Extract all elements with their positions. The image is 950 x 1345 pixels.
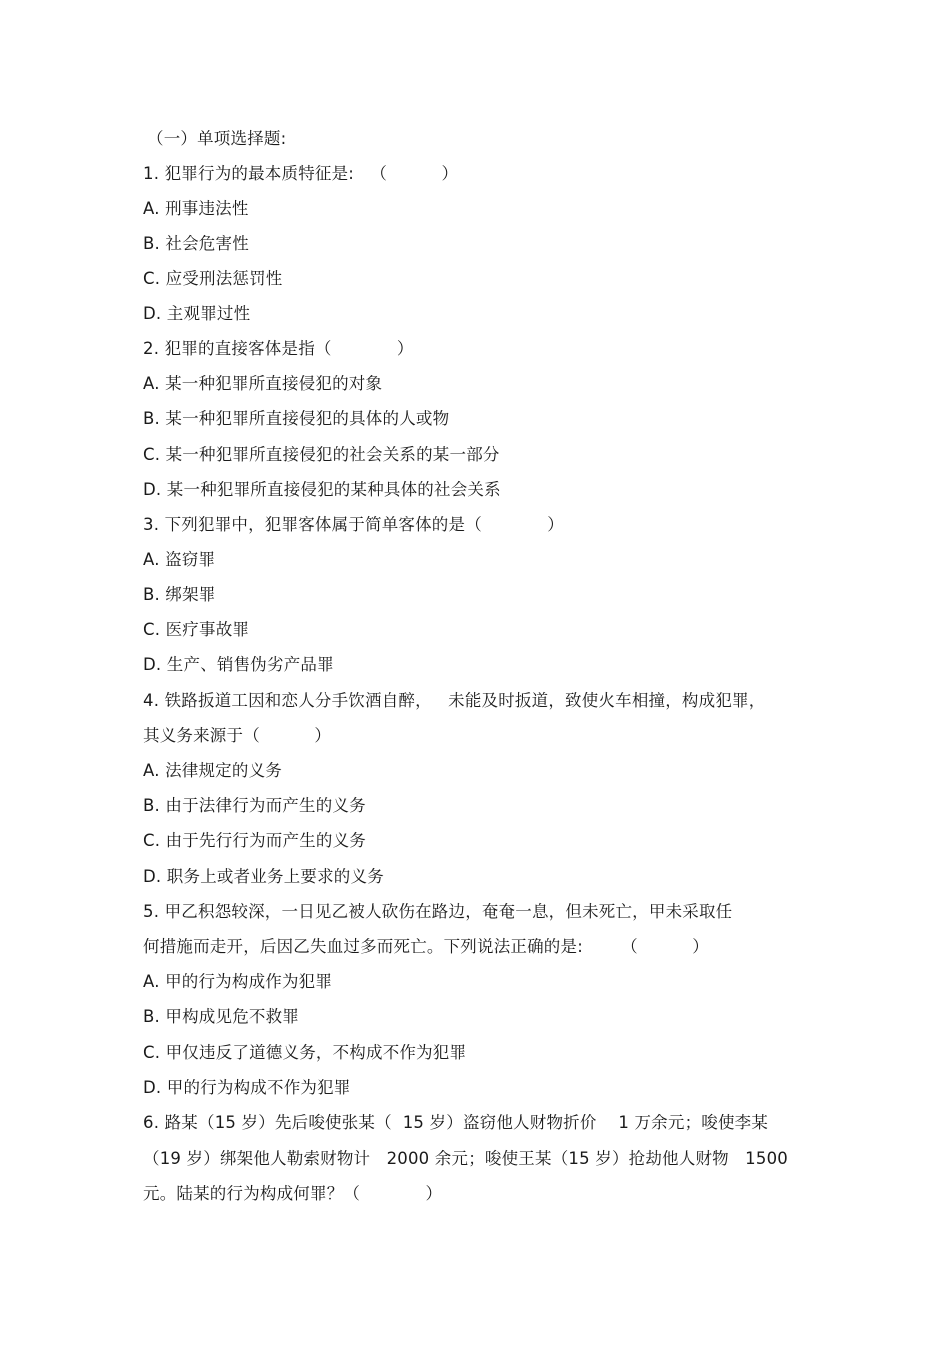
question-5-option-c: C. 甲仅违反了道德义务，不构成不作为犯罪 <box>143 1043 467 1062</box>
question-3-option-a: A. 盗窃罪 <box>143 550 216 569</box>
question-3-option-d: D. 生产、销售伪劣产品罪 <box>143 655 334 674</box>
question-5-option-b: B. 甲构成见危不救罪 <box>143 1007 300 1026</box>
question-4-option-b: B. 由于法律行为而产生的义务 <box>143 796 366 815</box>
question-5-option-d: D. 甲的行为构成不作为犯罪 <box>143 1078 351 1097</box>
question-2-option-c: C. 某一种犯罪所直接侵犯的社会关系的某一部分 <box>143 445 500 464</box>
question-4-option-c: C. 由于先行行为而产生的义务 <box>143 831 367 850</box>
question-3-option-b: B. 绑架罪 <box>143 585 216 604</box>
question-1-option-d: D. 主观罪过性 <box>143 304 251 323</box>
question-1-option-c: C. 应受刑法惩罚性 <box>143 269 283 288</box>
question-6-stem-line-3: 元。陆某的行为构成何罪？（ ） <box>143 1184 443 1203</box>
question-1-stem: 1. 犯罪行为的最本质特征是: （ ） <box>143 164 459 183</box>
question-5-option-a: A. 甲的行为构成作为犯罪 <box>143 972 333 991</box>
section-title: （一）单项选择题: <box>147 129 287 148</box>
question-6-stem-line-1: 6. 路某（15 岁）先后唆使张某（ 15 岁）盗窃他人财物折价 1 万余元；唆使李某 <box>143 1113 769 1132</box>
question-4-stem-line-2: 其义务来源于（ ） <box>143 726 332 745</box>
question-6-stem-line-2: （19 岁）绑架他人勒索财物计 2000 余元；唆使王某（15 岁）抢劫他人财物 1500 <box>143 1149 788 1168</box>
question-2-option-a: A. 某一种犯罪所直接侵犯的对象 <box>143 374 383 393</box>
question-5-stem-line-2: 何措施而走开，后因乙失血过多而死亡。下列说法正确的是: （ ） <box>143 937 709 956</box>
question-5-stem-line-1: 5. 甲乙积怨较深，一日见乙被人砍伤在路边，奄奄一息，但未死亡，甲未采取任 <box>143 902 733 921</box>
question-2-option-d: D. 某一种犯罪所直接侵犯的某种具体的社会关系 <box>143 480 501 499</box>
question-2-stem: 2. 犯罪的直接客体是指（ ） <box>143 339 414 358</box>
question-4-option-d: D. 职务上或者业务上要求的义务 <box>143 867 384 886</box>
question-4-option-a: A. 法律规定的义务 <box>143 761 282 780</box>
question-3-option-c: C. 医疗事故罪 <box>143 620 250 639</box>
question-2-option-b: B. 某一种犯罪所直接侵犯的具体的人或物 <box>143 409 450 428</box>
question-3-stem: 3. 下列犯罪中，犯罪客体属于简单客体的是（ ） <box>143 515 564 534</box>
question-1-option-a: A. 刑事违法性 <box>143 199 249 218</box>
question-1-option-b: B. 社会危害性 <box>143 234 249 253</box>
question-4-stem-line-1: 4. 铁路扳道工因和恋人分手饮酒自醉， 未能及时扳道，致使火车相撞，构成犯罪， <box>143 691 766 710</box>
